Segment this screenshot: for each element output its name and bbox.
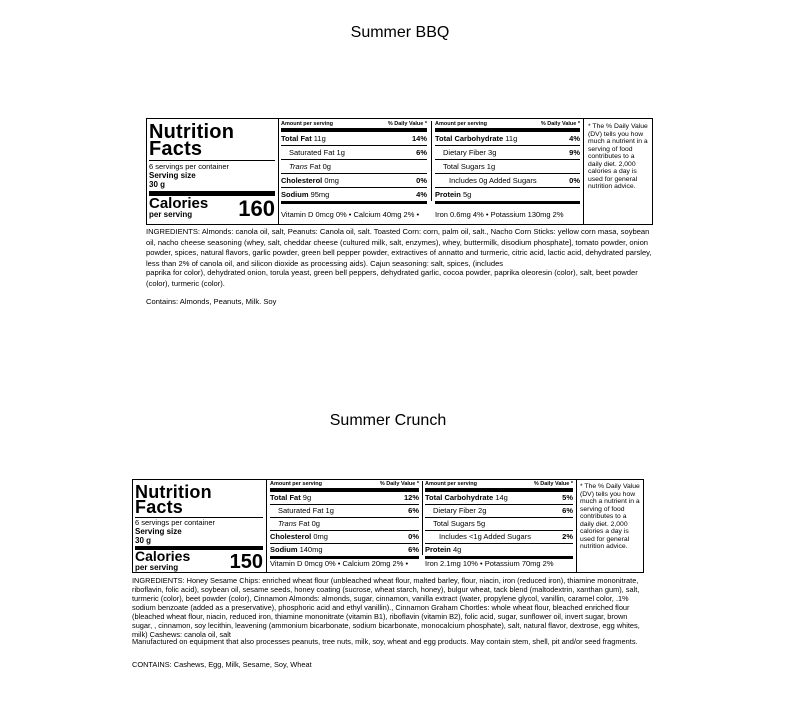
amount-per-serving-label: Amount per serving <box>435 121 487 127</box>
daily-value-note: * The % Daily Value (DV) tells you how much a nutrient in a serving of food contributes to a daily diet. 2,000 calories a day is used for general nutrition advice. <box>588 123 648 190</box>
amount-per-serving-label: Amount per serving <box>281 121 333 127</box>
nutrient-column-left <box>281 121 427 204</box>
servings-per-container: 6 servings per container <box>149 162 230 171</box>
nutrient-row: Total Fat 11g 14% <box>281 132 427 146</box>
nutrition-facts-heading: Nutrition Facts <box>149 121 235 160</box>
vitamins-right: Iron 2.1mg 10% • Potassium 70mg 2% <box>425 559 554 568</box>
nutrient-column-right <box>435 121 580 204</box>
nutrient-column-right <box>425 481 573 559</box>
calories-row <box>135 550 263 572</box>
daily-value-header: % Daily Value * <box>387 121 427 127</box>
nutrient-row: Protein 5g <box>435 188 580 204</box>
daily-value-header: % Daily Value * <box>540 121 580 127</box>
allergen-statement: CONTAINS: Cashews, Egg, Milk, Sesame, Soy, Wheat <box>132 660 312 669</box>
product-title: Summer BBQ <box>350 24 450 41</box>
nutrient-row: Includes 0g Added Sugars 0% <box>435 174 580 188</box>
nutrient-column-left <box>270 481 419 559</box>
daily-value-header: % Daily Value * <box>533 481 573 487</box>
per-serving-label: per serving <box>149 210 193 219</box>
ingredients-text: INGREDIENTS: Almonds: canola oil, salt, Peanuts: Canola oil, salt. Toasted Corn: corn, palm oil, salt., Nacho Corn Sticks: yellow corn masa, soybean oil, nacho cheese seasoning (whey, salt, cheddar cheese (cultured milk, salt, enzymes), whey, buttermilk, disodium phosphate], tomato powder, onion powder, spices, natural flavors, garlic powder, green bell pepper powder, extractives of annatto and turmeric, citric acid, lactic acid, dehydrated parsley, less than 2% of canola oil, and silicon dioxide as processing aids). Cajun seasoning: salt, spices, (includes <box>146 227 652 268</box>
nutrient-row: Sodium 140mg 6% <box>270 544 419 559</box>
ingredients-text-continued: paprika for color), dehydrated onion, torula yeast, green bell peppers, dehydrated garlic, cocoa powder, paprika oleoresin (color), salt, beet powder (color), turmeric (color). <box>146 268 638 288</box>
allergen-statement: Contains: Almonds, Peanuts, Milk. Soy <box>146 297 277 306</box>
ingredients-text: INGREDIENTS: Honey Sesame Chips: enriched wheat flour (unbleached wheat flour, malted barley, flour, niacin, iron (reduced iron), thiamine mononitrate, riboflavin, folic acid), soybean oil, sesame seeds, honey coating (sucrose, wheat starch, honey), bulgur wheat, tack blend (maltodextrin, xanthan gum), salt, turmeric (color), beet powder (color), Cinnamon Almonds: almonds, sugar, cinnamon, vanilla extract (water, propylene glycol, vanillin, caramel color, .1% sodium benzoate (added as a preservative), phosphoric acid and ethyl vanillin)., Cinnamon Graham Chortles: whole wheat flour, bleached enriched flour (bleached wheat flour, niacin, reduced iron, thiamine mononitrate (vitamin B1), riboflavin (vitamin B2), folic acid, sugar, sunflower oil, invert sugar, brown sugar, , cinnamon, soy lecithin, leavening (ammonium bicarbonate, sodium bicarbonate, monocalcium phosphate), salt, natural flavor, dextrose, egg whites, milk) Cashews: canola oil, salt <box>132 576 640 639</box>
daily-value-note: * The % Daily Value (DV) tells you how much a nutrient in a serving of food contributes to a daily diet. 2,000 calories a day is used for general nutrition advice. <box>580 483 640 550</box>
nutrition-facts-panel <box>132 479 644 573</box>
nutrient-row: Dietary Fiber 2g 6% <box>425 505 573 518</box>
calories-label: Calories <box>149 195 209 212</box>
nutrient-row: Total Sugars 5g <box>425 518 573 531</box>
ingredients-text-continued: Manufactured on equipment that also processes peanuts, tree nuts, milk, soy, wheat and egg products. May contain stem, shell, pit and/or seed fragments. <box>132 637 638 646</box>
nutrition-summary <box>149 119 275 224</box>
product-title: Summer Crunch <box>329 412 447 429</box>
nutrient-row: Total Fat 9g 12% <box>270 492 419 505</box>
amount-per-serving-label: Amount per serving <box>270 481 322 487</box>
nutrition-facts-heading: Nutrition Facts <box>135 482 212 517</box>
serving-size-label: Serving size <box>135 527 182 536</box>
serving-size-label: Serving size <box>149 171 196 180</box>
nutrition-summary <box>135 480 263 572</box>
nutrient-row: Protein 4g <box>425 544 573 559</box>
calories-value: 150 <box>229 551 263 573</box>
daily-value-header: % Daily Value * <box>379 481 419 487</box>
nutrient-row: Saturated Fat 1g 6% <box>270 505 419 518</box>
serving-size-value: 30 g <box>135 536 152 545</box>
nutrient-row: Cholesterol 0mg 0% <box>270 531 419 544</box>
nutrient-row: Cholesterol 0mg 0% <box>281 174 427 188</box>
nutrient-row: Sodium 95mg 4% <box>281 188 427 204</box>
nutrition-facts-panel <box>146 118 653 225</box>
nutrient-row: Dietary Fiber 3g 9% <box>435 146 580 160</box>
vitamins-left: Vitamin D 0mcg 0% • Calcium 40mg 2% • <box>281 210 420 219</box>
amount-per-serving-label: Amount per serving <box>425 481 477 487</box>
nutrient-row: Trans Fat 0g <box>270 518 419 531</box>
servings-per-container: 6 servings per container <box>135 518 216 527</box>
serving-size-value: 30 g <box>149 180 166 189</box>
nutrient-row: Total Carbohydrate 14g 5% <box>425 492 573 505</box>
nutrient-row: Includes <1g Added Sugars 2% <box>425 531 573 544</box>
nutrient-row: Total Carbohydrate 11g 4% <box>435 132 580 146</box>
nutrient-row: Saturated Fat 1g 6% <box>281 146 427 160</box>
vitamins-right: Iron 0.6mg 4% • Potassium 130mg 2% <box>435 210 564 219</box>
calories-value: 160 <box>238 196 275 221</box>
per-serving-label: per serving <box>135 563 179 572</box>
calories-label: Calories <box>135 548 191 564</box>
vitamins-left: Vitamin D 0mcg 0% • Calcium 20mg 2% • <box>270 559 409 568</box>
nutrient-row: Total Sugars 1g <box>435 160 580 174</box>
calories-row <box>149 197 275 219</box>
nutrient-row: Trans Fat 0g <box>281 160 427 174</box>
